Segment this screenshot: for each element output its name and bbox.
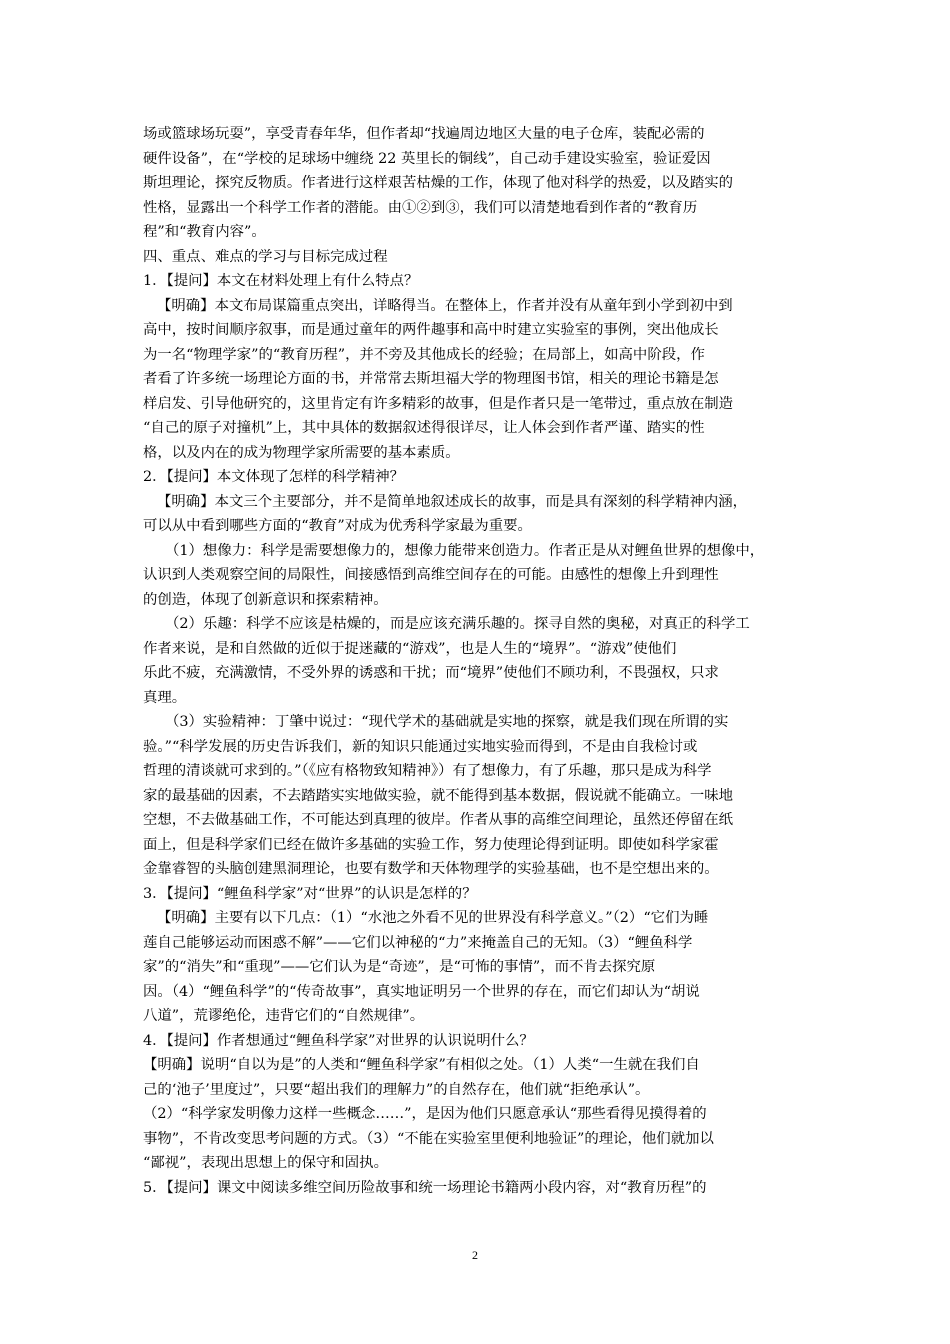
- text-line: “鄙视”，表现出思想上的保守和固执。: [143, 1155, 388, 1171]
- text-line: 硬件设备”，在“学校的足球场中缠绕 22 英里长的铜线”，自己动手建设实验室，验证爱因: [143, 150, 711, 167]
- page-number: 2: [472, 1248, 478, 1262]
- text-line: 金靠睿智的头脑创建黑洞理论，也要有数学和天体物理学的实验基础，也不是空想出来的。: [143, 861, 719, 877]
- text-line: 验。”“科学发展的历史告诉我们，新的知识只能通过实地实验而得到，不是由自我检讨或: [143, 738, 698, 755]
- text-line: 样启发、引导他研究的，这里肯定有许多精彩的故事，但是作者只是一笔带过，重点放在制造: [143, 395, 734, 412]
- list-item: （3）实验精神：丁肇中说过：“现代学术的基础就是实地的探察，就是我们现在所谓的实: [165, 714, 729, 730]
- text-line: （2）“科学家发明像力这样一些概念……”，是因为他们只愿意承认“那些看得见摸得着的: [143, 1106, 707, 1122]
- question-heading: 1．【提问】本文在材料处理上有什么特点？: [143, 273, 419, 289]
- text-line: 作者来说，是和自然做的近似于捉迷藏的“游戏”，也是人生的“境界”。“游戏”使他们: [143, 640, 677, 657]
- text-line: 高中，按时间顺序叙事，而是通过童年的两件趣事和高中时建立实验室的事例，突出他成长: [143, 322, 719, 338]
- section-heading: 四、重点、难点的学习与目标完成过程: [143, 248, 388, 265]
- text-line: 家”的“消失”和“重现”——它们认为是“奇迹”，是“可怖的事情”，而不肯去探究原: [143, 959, 656, 975]
- text-line: 者看了许多统一场理论方面的书，并常常去斯坦福大学的物理图书馆，相关的理论书籍是怎: [143, 371, 719, 387]
- body-text: [143, 122, 811, 1200]
- text-line: 面上，但是科学家们已经在做许多基础的实验工作，努力使理论得到证明。即使如科学家霍: [143, 836, 719, 853]
- text-line: 场或篮球场玩耍”，享受青春年华，但作者却“找遍周边地区大量的电子仓库，装配必需的: [143, 126, 705, 142]
- text-line: 乐此不疲，充满激情，不受外界的诱惑和干扰；而“境界”使他们不顾功利，不畏强权，只求: [143, 665, 719, 681]
- list-item: （2）乐趣：科学不应该是枯燥的，而是应该充满乐趣的。探寻自然的奥秘，对真正的科学工: [165, 616, 750, 632]
- question-heading: 3．【提问】“鲤鱼科学家”对“世界”的认识是怎样的？: [143, 885, 477, 902]
- text-line: 因。（4）“鲤鱼科学”的“传奇故事”，真实地证明另一个世界的存在，而它们却认为“胡说: [143, 983, 700, 1000]
- text-line: 认识到人类观察空间的局限性，间接感悟到高维空间存在的可能。由感性的想像上升到理性: [143, 567, 719, 583]
- question-heading: 5．【提问】课文中阅读多维空间历险故事和统一场理论书籍两小段内容，对“教育历程”的: [143, 1179, 707, 1196]
- question-heading: 4．【提问】作者想通过“鲤鱼科学家”对世界的认识说明什么？: [143, 1032, 534, 1049]
- text-line: 为一名“物理学家”的“教育历程”，并不旁及其他成长的经验；在局部上，如高中阶段，作: [143, 346, 705, 363]
- text-line: 哲理的清谈就可求到的。”（《应有格物致知精神》）有了想像力，有了乐趣，那只是成为科学: [143, 763, 712, 779]
- text-line: 程”和“教育内容”。: [143, 224, 266, 240]
- answer-line: 【明确】主要有以下几点：（1）“水池之外看不见的世界没有科学意义。”（2）“它们为睡: [157, 910, 709, 926]
- text-line: 格，以及内在的成为物理学家所需要的基本素质。: [143, 444, 460, 461]
- text-line: 事物”，不肯改变思考问题的方式。（3）“不能在实验室里便利地验证”的理论，他们就加以: [143, 1130, 714, 1147]
- text-line: 己的‘池子’里度过”，只要“超出我们的理解力”的自然存在，他们就“拒绝承认”。: [143, 1081, 650, 1098]
- answer-line: 【明确】本文三个主要部分，并不是简单地叙述成长的故事，而是具有深刻的科学精神内涵，: [157, 493, 748, 510]
- list-item: （1）想像力：科学是需要想像力的，想像力能带来创造力。作者正是从对鲤鱼世界的想像中，: [165, 542, 765, 559]
- text-line: 可以从中看到哪些方面的“教育”对成为优秀科学家最为重要。: [143, 518, 532, 534]
- text-line: 的创造，体现了创新意识和探索精神。: [143, 591, 388, 608]
- question-heading: 2．【提问】本文体现了怎样的科学精神？: [143, 469, 404, 485]
- text-line: 家的最基础的因素，不去踏踏实实地做实验，就不能得到基本数据，假说就不能确立。一味地: [143, 787, 734, 804]
- text-line: “自己的原子对撞机”上，其中具体的数据叙述得很详尽，让人体会到作者严谨、踏实的性: [143, 420, 705, 436]
- answer-line: 【明确】说明“自以为是”的人类和“鲤鱼科学家”有相似之处。（1）人类“一生就在我们自: [143, 1057, 700, 1073]
- text-line: 空想，不去做基础工作，不可能达到真理的彼岸。作者从事的高维空间理论，虽然还停留在纸: [143, 812, 734, 828]
- text-line: 斯坦理论，探究反物质。作者进行这样艰苦枯燥的工作，体现了他对科学的热爱，以及踏实的: [143, 175, 734, 191]
- text-line: 八道”，荒谬绝伦，违背它们的“自然规律”。: [143, 1008, 425, 1024]
- answer-line: 【明确】本文布局谋篇重点突出，详略得当。在整体上，作者并没有从童年到小学到初中到: [157, 297, 733, 314]
- text-line: 莲自己能够运动而困惑不解”——它们以神秘的“力”来掩盖自己的无知。（3）“鲤鱼科学: [143, 934, 693, 951]
- text-line: 性格，显露出一个科学工作者的潜能。由①②到③，我们可以清楚地看到作者的“教育历: [143, 199, 698, 216]
- text-line: 真理。: [143, 689, 187, 706]
